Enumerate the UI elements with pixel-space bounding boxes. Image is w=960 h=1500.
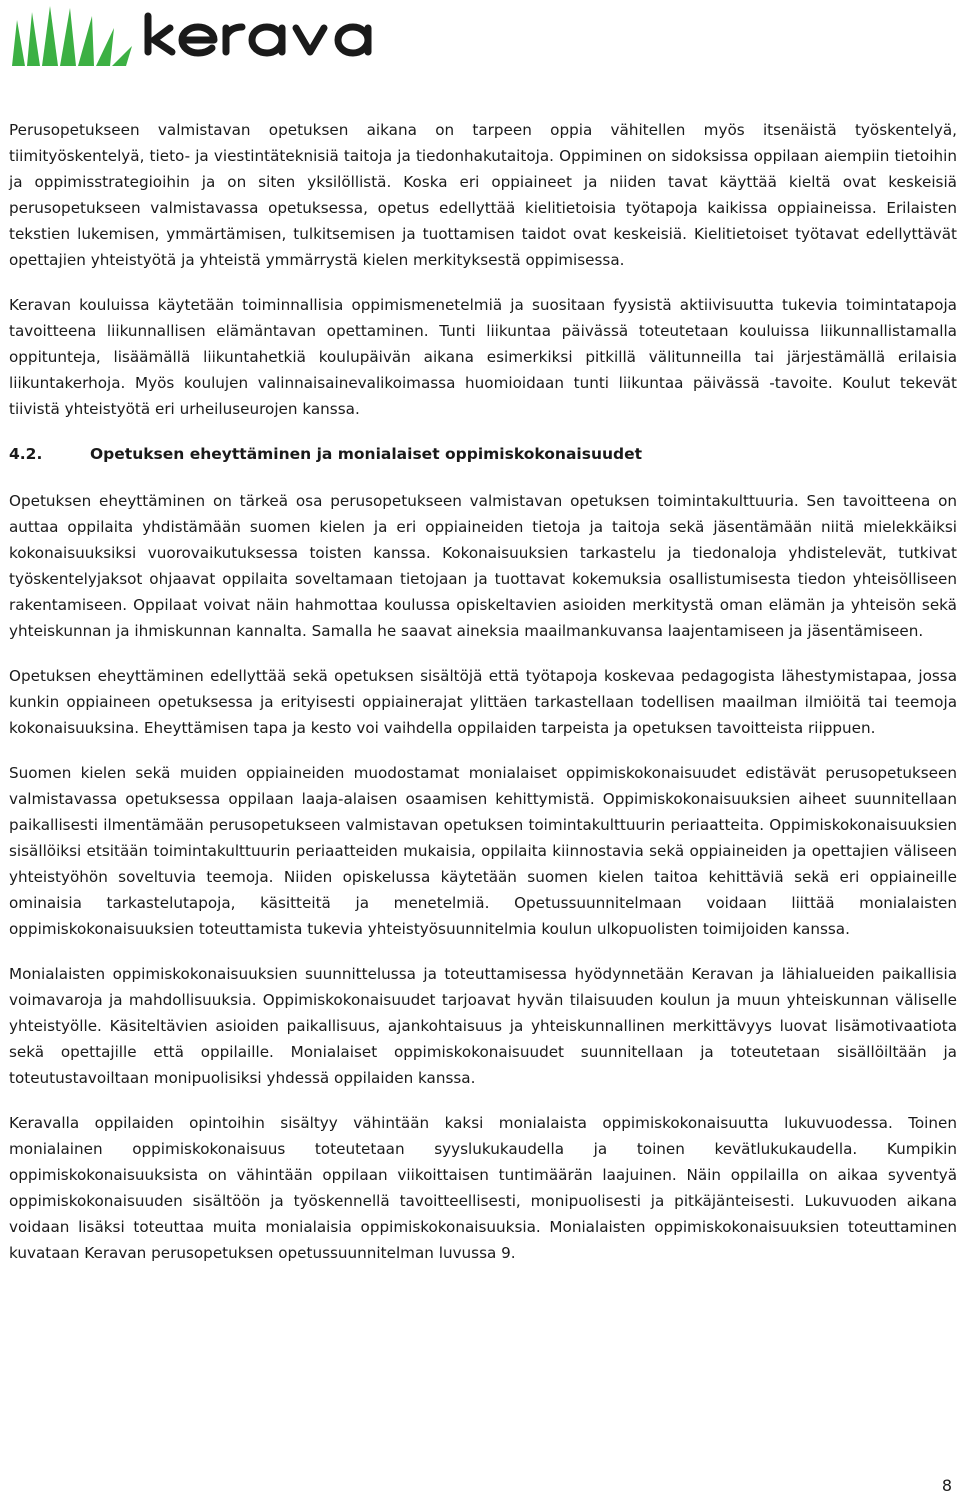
body-paragraph: Suomen kielen sekä muiden oppiaineiden muodostamat monialaiset oppimiskokonaisuudet edistävät perusopetukseen valmistavassa opetuksessa oppilaan laaja-alaisen osaamisen kehittymistä. Oppimiskokonaisuuksien aiheet suunnitellaan paikallisesti ilmentämään perusopetukseen valmistavan opetuksen toimintakulttuurin periaatteita. Oppimiskokonaisuuksien sisällöiksi etsitään toimintakulttuurin periaatteiden mukaisia, oppilaita kiinnostavia sekä oppiaineiden ja opettajien väliseen yhteistyöhön soveltuvia teemoja. Niiden opiskelussa käytetään suomen kielen taitoa kehittäviä sekä eri oppiaineille ominaisia tarkastelutapoja, käsitteitä ja menetelmiä. Opetussuunnitelmaan voidaan liittää monialaisten oppimiskokonaisuuksien toteuttamista tukevia yhteistyösuunnitelmia koulun ulkopuolisten toimijoiden kanssa.: [9, 764, 957, 938]
document-body: [9, 117, 957, 1266]
body-paragraph: Keravan kouluissa käytetään toiminnallisia oppimismenetelmiä ja suositaan fyysistä aktiivisuutta tukevia toimintatapoja tavoitteena liikunnallisen elämäntavan opettaminen. Tunti liikuntaa päivässä toteutetaan kouluissa liikunnallistamalla oppitunteja, lisäämällä liikuntahetkiä koulupäivän aikana esimerkiksi pitkillä välitunneilla tai järjestämällä erilaisia liikuntakerhoja. Myös koulujen valinnaisainevalikoimassa huomioidaan tunti liikuntaa päivässä -tavoite. Koulut tekevät tiivistä yhteistyötä eri urheiluseurojen kanssa.: [9, 296, 957, 418]
section-title: Opetuksen eheyttäminen ja monialaiset oppimiskokonaisuudet: [90, 445, 643, 463]
section-heading: [9, 441, 957, 467]
section-number: 4.2.: [9, 445, 43, 463]
body-paragraph: Opetuksen eheyttäminen edellyttää sekä opetuksen sisältöjä että työtapoja koskevaa pedagogista lähestymistapaa, jossa kunkin oppiaineen opetuksessa ja erityisesti oppiainerajat ylittäen tarkastellaan todellisen maailman ilmiöitä tai teemoja kokonaisuuksina. Eheyttämisen tapa ja kesto voi vaihdella oppilaiden tarpeista ja opetuksen tavoitteista riippuen.: [9, 667, 957, 737]
body-paragraph: Monialaisten oppimiskokonaisuuksien suunnittelussa ja toteuttamisessa hyödynnetään Keravan ja lähialueiden paikallisia voimavaroja ja mahdollisuuksia. Oppimiskokonaisuudet tarjoavat hyvän tilaisuuden koulun ja muun yhteiskunnan väliselle yhteistyölle. Käsiteltävien asioiden paikallisuus, ajankohtaisuus ja yhteiskunnallinen merkittävyys luovat lisämotivaatiota sekä opettajille että oppilaille. Monialaiset oppimiskokonaisuudet suunnitellaan ja toteutetaan sisällöiltään ja toteutustavoiltaan monipuolisiksi yhdessä oppilaiden kanssa.: [9, 965, 957, 1087]
body-paragraph: Perusopetukseen valmistavan opetuksen aikana on tarpeen oppia vähitellen myös itsenäistä työskentelyä, tiimityöskentelyä, tieto- ja viestintäteknisiä taitoja ja tiedonhakutaitoja. Oppiminen on sidoksissa oppilaan aiempiin tietoihin ja oppimisstrategioihin ja on siten yksilöllistä. Koska eri oppiaineet ja niiden tavat käyttää kieltä ovat keskeisiä perusopetukseen valmistavassa opetuksessa, opetus edellyttää kielitietoisia työtapoja kaikissa oppiaineissa. Erilaisten tekstien lukemisen, ymmärtämisen, tulkitsemisen ja tuottamisen taidot ovat keskeisiä. Kielitietoiset työtavat edellyttävät opettajien yhteistyötä ja yhteistä ymmärrystä kielen merkityksestä oppimisessa.: [9, 121, 957, 269]
body-paragraph: Opetuksen eheyttäminen on tärkeä osa perusopetukseen valmistavan opetuksen toimintakulttuuria. Sen tavoitteena on auttaa oppilaita yhdistämään suomen kielen ja eri oppiaineiden tietoja ja taitoja sekä jäsentämään niitä mielekkäiksi kokonaisuuksiksi vuorovaikutuksessa toisten kanssa. Kokonaisuuksien tarkastelu ja tiedonaloja yhdistelevät, tutkivat työskentelyjaksot ohjaavat oppilaita soveltamaan tietojaan ja tuottavat kokemuksia osallistumisesta tiedon yhteisölliseen rakentamiseen. Oppilaat voivat näin hahmottaa koulussa opiskeltavien asioiden merkitystä oman elämän ja yhteisön sekä yhteiskunnan ja ihmiskunnan kannalta. Samalla he saavat aineksia maailmankuvansa laajentamiseen ja jäsentämiseen.: [9, 492, 957, 640]
kerava-logo: [6, 2, 406, 68]
body-paragraph: Keravalla oppilaiden opintoihin sisältyy vähintään kaksi monialaista oppimiskokonaisuutta lukuvuodessa. Toinen monialainen oppimiskokonaisuus toteutetaan syyslukukaudella ja toinen kevätlukukaudella. Kumpikin oppimiskokonaisuuksista on vähintään oppilaan viikoittaisen tuntimäärän laajuinen. Näin oppilailla on aikaa syventyä oppimiskokonaisuuden sisältöön ja työskennellä tavoitteellisesti, monipuolisesti ja pitkäjänteisesti. Lukuvuoden aikana voidaan lisäksi toteuttaa muita monialaisia oppimiskokonaisuuksia. Monialaisten oppimiskokonaisuuksien toteuttaminen kuvataan Keravan perusopetuksen opetussuunnitelman luvussa 9.: [9, 1114, 957, 1262]
page-number: 8: [941, 1476, 952, 1495]
kerava-leaf-logo-icon: [6, 2, 406, 68]
